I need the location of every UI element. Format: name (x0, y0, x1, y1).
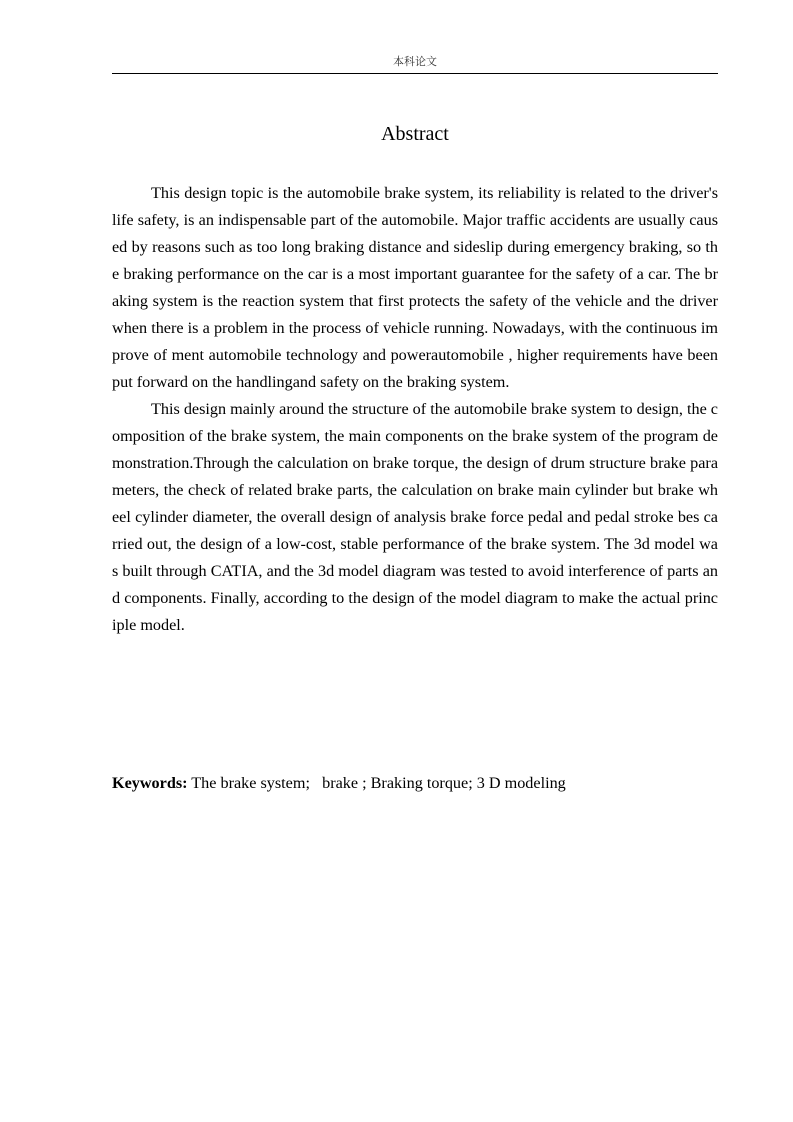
keywords-label: Keywords: (112, 774, 188, 792)
keywords-text: The brake system; brake ; Braking torque; 3 D modeling (187, 774, 566, 792)
abstract-title: Abstract (381, 123, 449, 145)
header-divider (112, 73, 718, 74)
page-header: 本科论文 (393, 55, 437, 68)
abstract-body (112, 180, 718, 639)
keywords-line (112, 770, 718, 797)
abstract-paragraph-2: This design mainly around the structure of the automobile brake system to design, the composition of the brake system, the main components on the brake system of the program demonstration.Through the calculation on brake torque, the design of drum structure brake parameters, the check of related brake parts, the calculation on brake main cylinder but brake wheel cylinder diameter, the overall design of analysis brake force pedal and pedal stroke bes carried out, the design of a low-cost, stable performance of the brake system. The 3d model was built through CATIA, and the 3d model diagram was tested to avoid interference of parts and components. Finally, according to the design of the model diagram to make the actual principle model. (112, 400, 718, 634)
abstract-paragraph-1: This design topic is the automobile brake system, its reliability is related to the driver's life safety, is an indispensable part of the automobile. Major traffic accidents are usually caused by reasons such as too long braking distance and sideslip during emergency braking, so the braking performance on the car is a most important guarantee for the safety of a car. The braking system is the reaction system that first protects the safety of the vehicle and the driver when there is a problem in the process of vehicle running. Nowadays, with the continuous improve of ment automobile technology and powerautomobile , higher requirements have been put forward on the handlingand safety on the braking system. (112, 184, 718, 391)
